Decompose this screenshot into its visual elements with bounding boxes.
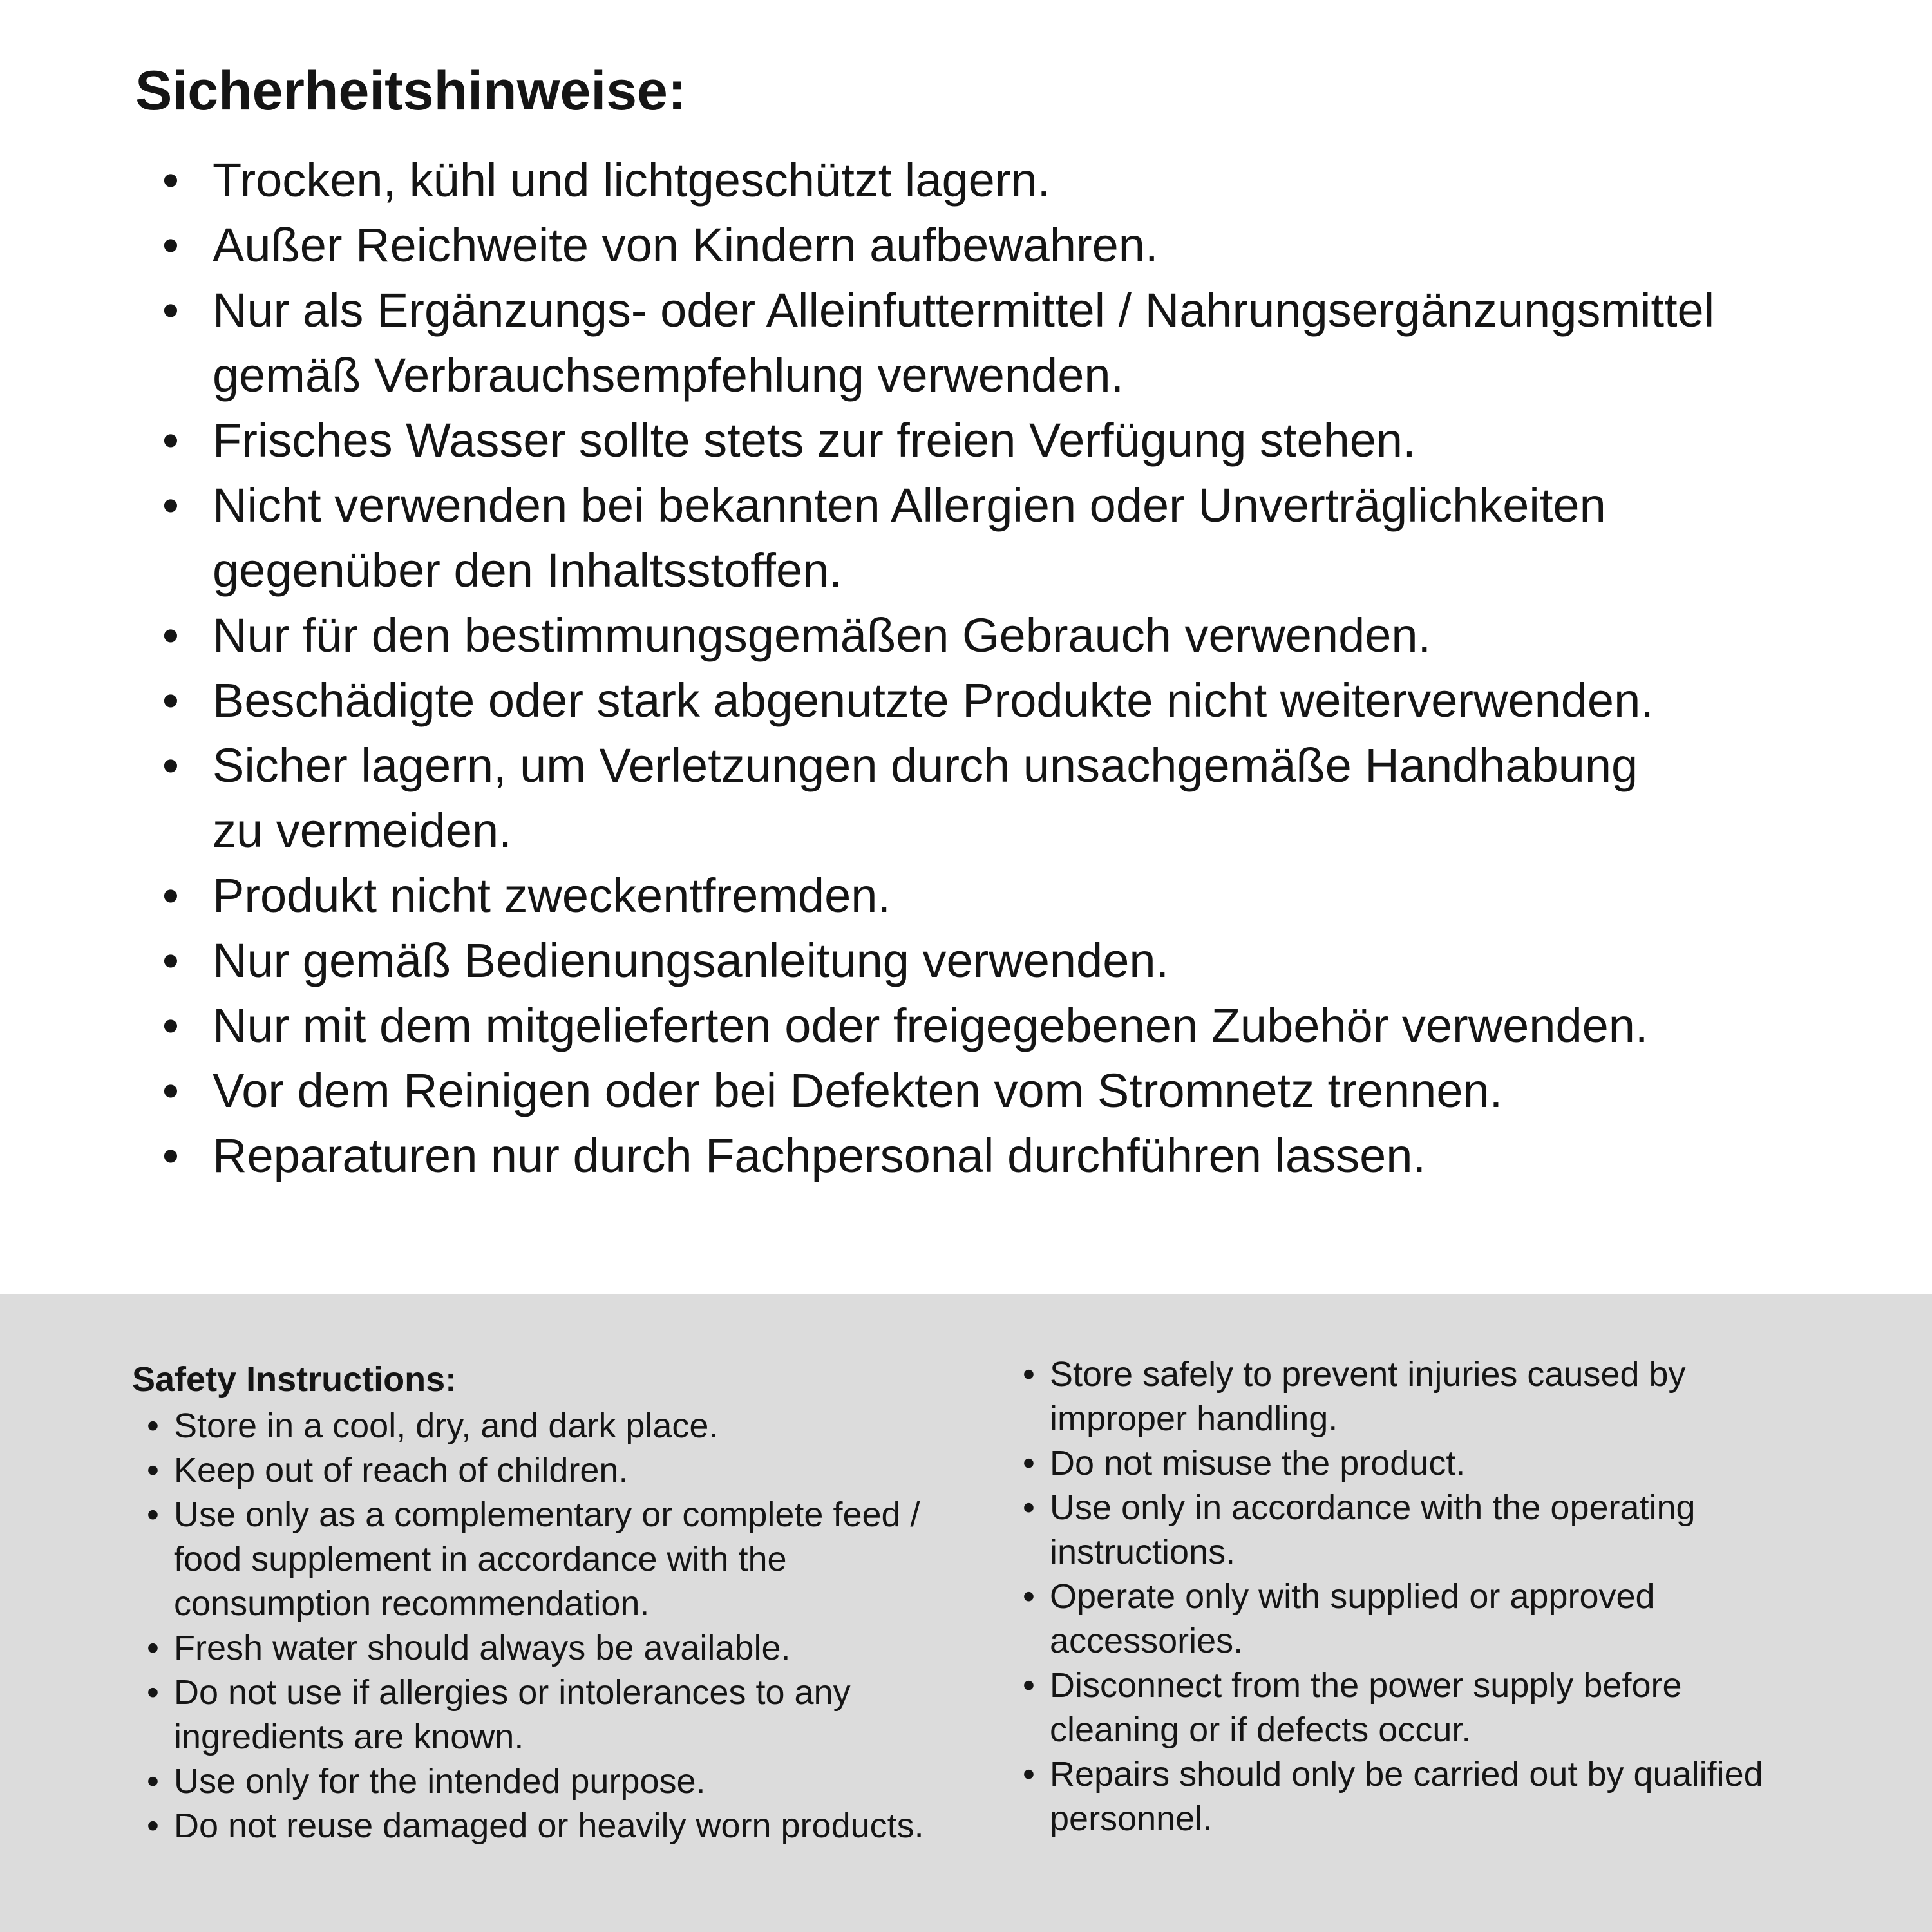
german-safety-list bbox=[162, 147, 1714, 1188]
list-item bbox=[162, 278, 1714, 343]
list-item-continuation bbox=[1023, 1708, 1763, 1752]
list-item-text: Nur mit dem mitgelieferten oder freigegebenen Zubehör verwenden. bbox=[213, 999, 1649, 1052]
bullet-icon: • bbox=[1023, 1755, 1035, 1794]
bullet-icon: • bbox=[147, 1762, 159, 1801]
list-item-text: Nicht verwenden bei bekannten Allergien oder Unverträglichkeiten bbox=[213, 478, 1606, 532]
list-item-continuation bbox=[162, 798, 1714, 863]
bullet-icon: • bbox=[162, 1064, 179, 1117]
list-item-text: accessories. bbox=[1050, 1622, 1244, 1660]
list-item bbox=[147, 1626, 924, 1671]
list-item bbox=[162, 213, 1714, 278]
bullet-icon: • bbox=[147, 1406, 159, 1445]
list-item-text: Sicher lagern, um Verletzungen durch unsachgemäße Handhabung bbox=[213, 739, 1638, 792]
bullet-icon: • bbox=[162, 1129, 179, 1182]
list-item bbox=[162, 1058, 1714, 1123]
list-item-text: Beschädigte oder stark abgenutzte Produkte nicht weiterverwenden. bbox=[213, 674, 1654, 727]
list-item bbox=[162, 668, 1714, 733]
list-item-text: ingredients are known. bbox=[174, 1718, 524, 1756]
list-item-text: Reparaturen nur durch Fachpersonal durchführen lassen. bbox=[213, 1129, 1426, 1182]
list-item-text: Fresh water should always be available. bbox=[174, 1629, 791, 1667]
list-item-text: gegenüber den Inhaltsstoffen. bbox=[213, 544, 842, 597]
list-item-text: Store safely to prevent injuries caused by bbox=[1050, 1355, 1686, 1394]
english-safety-list-left bbox=[147, 1404, 924, 1848]
list-item-text: Außer Reichweite von Kindern aufbewahren. bbox=[213, 218, 1159, 272]
bullet-icon: • bbox=[162, 478, 179, 532]
list-item-continuation bbox=[147, 1715, 924, 1759]
list-item bbox=[162, 408, 1714, 473]
list-item-text: food supplement in accordance with the bbox=[174, 1540, 787, 1578]
list-item-text: Produkt nicht zweckentfremden. bbox=[213, 869, 891, 922]
list-item-text: Operate only with supplied or approved bbox=[1050, 1577, 1655, 1616]
list-item-continuation bbox=[162, 538, 1714, 603]
list-item bbox=[162, 473, 1714, 538]
english-heading: Safety Instructions: bbox=[132, 1360, 457, 1399]
list-item-text: Vor dem Reinigen oder bei Defekten vom Stromnetz trennen. bbox=[213, 1064, 1503, 1117]
list-item bbox=[162, 147, 1714, 213]
list-item-continuation bbox=[147, 1582, 924, 1626]
list-item-text: Trocken, kühl und lichtgeschützt lagern. bbox=[213, 153, 1051, 207]
bullet-icon: • bbox=[1023, 1355, 1035, 1394]
bullet-icon: • bbox=[162, 999, 179, 1052]
bullet-icon: • bbox=[162, 283, 179, 337]
list-item-continuation bbox=[162, 343, 1714, 408]
list-item bbox=[1023, 1486, 1763, 1530]
list-item-continuation bbox=[1023, 1797, 1763, 1841]
bullet-icon: • bbox=[1023, 1577, 1035, 1616]
list-item bbox=[1023, 1441, 1763, 1486]
bullet-icon: • bbox=[1023, 1488, 1035, 1527]
list-item bbox=[162, 733, 1714, 798]
bullet-icon: • bbox=[147, 1806, 159, 1845]
list-item-text: Store in a cool, dry, and dark place. bbox=[174, 1406, 719, 1445]
list-item bbox=[162, 928, 1714, 993]
bullet-icon: • bbox=[162, 153, 179, 207]
list-item bbox=[147, 1404, 924, 1448]
list-item-text: Use only as a complementary or complete feed / bbox=[174, 1495, 920, 1534]
list-item-text: personnel. bbox=[1050, 1799, 1213, 1838]
bullet-icon: • bbox=[147, 1495, 159, 1534]
list-item bbox=[147, 1759, 924, 1804]
list-item-text: Use only in accordance with the operating bbox=[1050, 1488, 1696, 1527]
list-item-continuation bbox=[1023, 1397, 1763, 1441]
list-item-text: Nur als Ergänzungs- oder Alleinfuttermittel / Nahrungsergänzungsmittel bbox=[213, 283, 1715, 337]
bullet-icon: • bbox=[162, 413, 179, 467]
bullet-icon: • bbox=[147, 1673, 159, 1712]
bullet-icon: • bbox=[1023, 1444, 1035, 1482]
list-item-text: zu vermeiden. bbox=[213, 804, 512, 857]
list-item-text: Use only for the intended purpose. bbox=[174, 1762, 706, 1801]
list-item bbox=[147, 1804, 924, 1848]
bullet-icon: • bbox=[147, 1451, 159, 1490]
list-item bbox=[147, 1493, 924, 1537]
list-item-text: Repairs should only be carried out by qualified bbox=[1050, 1755, 1763, 1794]
list-item-text: consumption recommendation. bbox=[174, 1584, 650, 1623]
bullet-icon: • bbox=[162, 674, 179, 727]
list-item-text: Do not reuse damaged or heavily worn products. bbox=[174, 1806, 924, 1845]
bullet-icon: • bbox=[1023, 1666, 1035, 1705]
bullet-icon: • bbox=[162, 869, 179, 922]
list-item-text: instructions. bbox=[1050, 1533, 1236, 1571]
list-item bbox=[1023, 1752, 1763, 1797]
list-item bbox=[147, 1671, 924, 1715]
english-safety-list-right bbox=[1023, 1352, 1763, 1841]
list-item-text: gemäß Verbrauchsempfehlung verwenden. bbox=[213, 348, 1124, 402]
list-item-text: Do not use if allergies or intolerances to any bbox=[174, 1673, 851, 1712]
list-item bbox=[1023, 1352, 1763, 1397]
bullet-icon: • bbox=[162, 218, 179, 272]
list-item-text: improper handling. bbox=[1050, 1399, 1338, 1438]
list-item bbox=[162, 1123, 1714, 1188]
bullet-icon: • bbox=[162, 934, 179, 987]
list-item-continuation bbox=[1023, 1619, 1763, 1663]
list-item-text: Nur für den bestimmungsgemäßen Gebrauch verwenden. bbox=[213, 609, 1432, 662]
bullet-icon: • bbox=[162, 739, 179, 792]
list-item bbox=[147, 1448, 924, 1493]
list-item bbox=[162, 863, 1714, 928]
list-item-text: Frisches Wasser sollte stets zur freien Verfügung stehen. bbox=[213, 413, 1416, 467]
list-item bbox=[1023, 1663, 1763, 1708]
list-item-continuation bbox=[1023, 1530, 1763, 1575]
list-item-text: Disconnect from the power supply before bbox=[1050, 1666, 1682, 1705]
list-item bbox=[162, 603, 1714, 668]
list-item bbox=[1023, 1575, 1763, 1619]
list-item-text: cleaning or if defects occur. bbox=[1050, 1710, 1472, 1749]
bullet-icon: • bbox=[162, 609, 179, 662]
bullet-icon: • bbox=[147, 1629, 159, 1667]
list-item-continuation bbox=[147, 1537, 924, 1582]
german-heading: Sicherheitshinweise: bbox=[135, 60, 687, 122]
list-item-text: Keep out of reach of children. bbox=[174, 1451, 629, 1490]
list-item-text: Do not misuse the product. bbox=[1050, 1444, 1466, 1482]
list-item-text: Nur gemäß Bedienungsanleitung verwenden. bbox=[213, 934, 1170, 987]
list-item bbox=[162, 993, 1714, 1058]
